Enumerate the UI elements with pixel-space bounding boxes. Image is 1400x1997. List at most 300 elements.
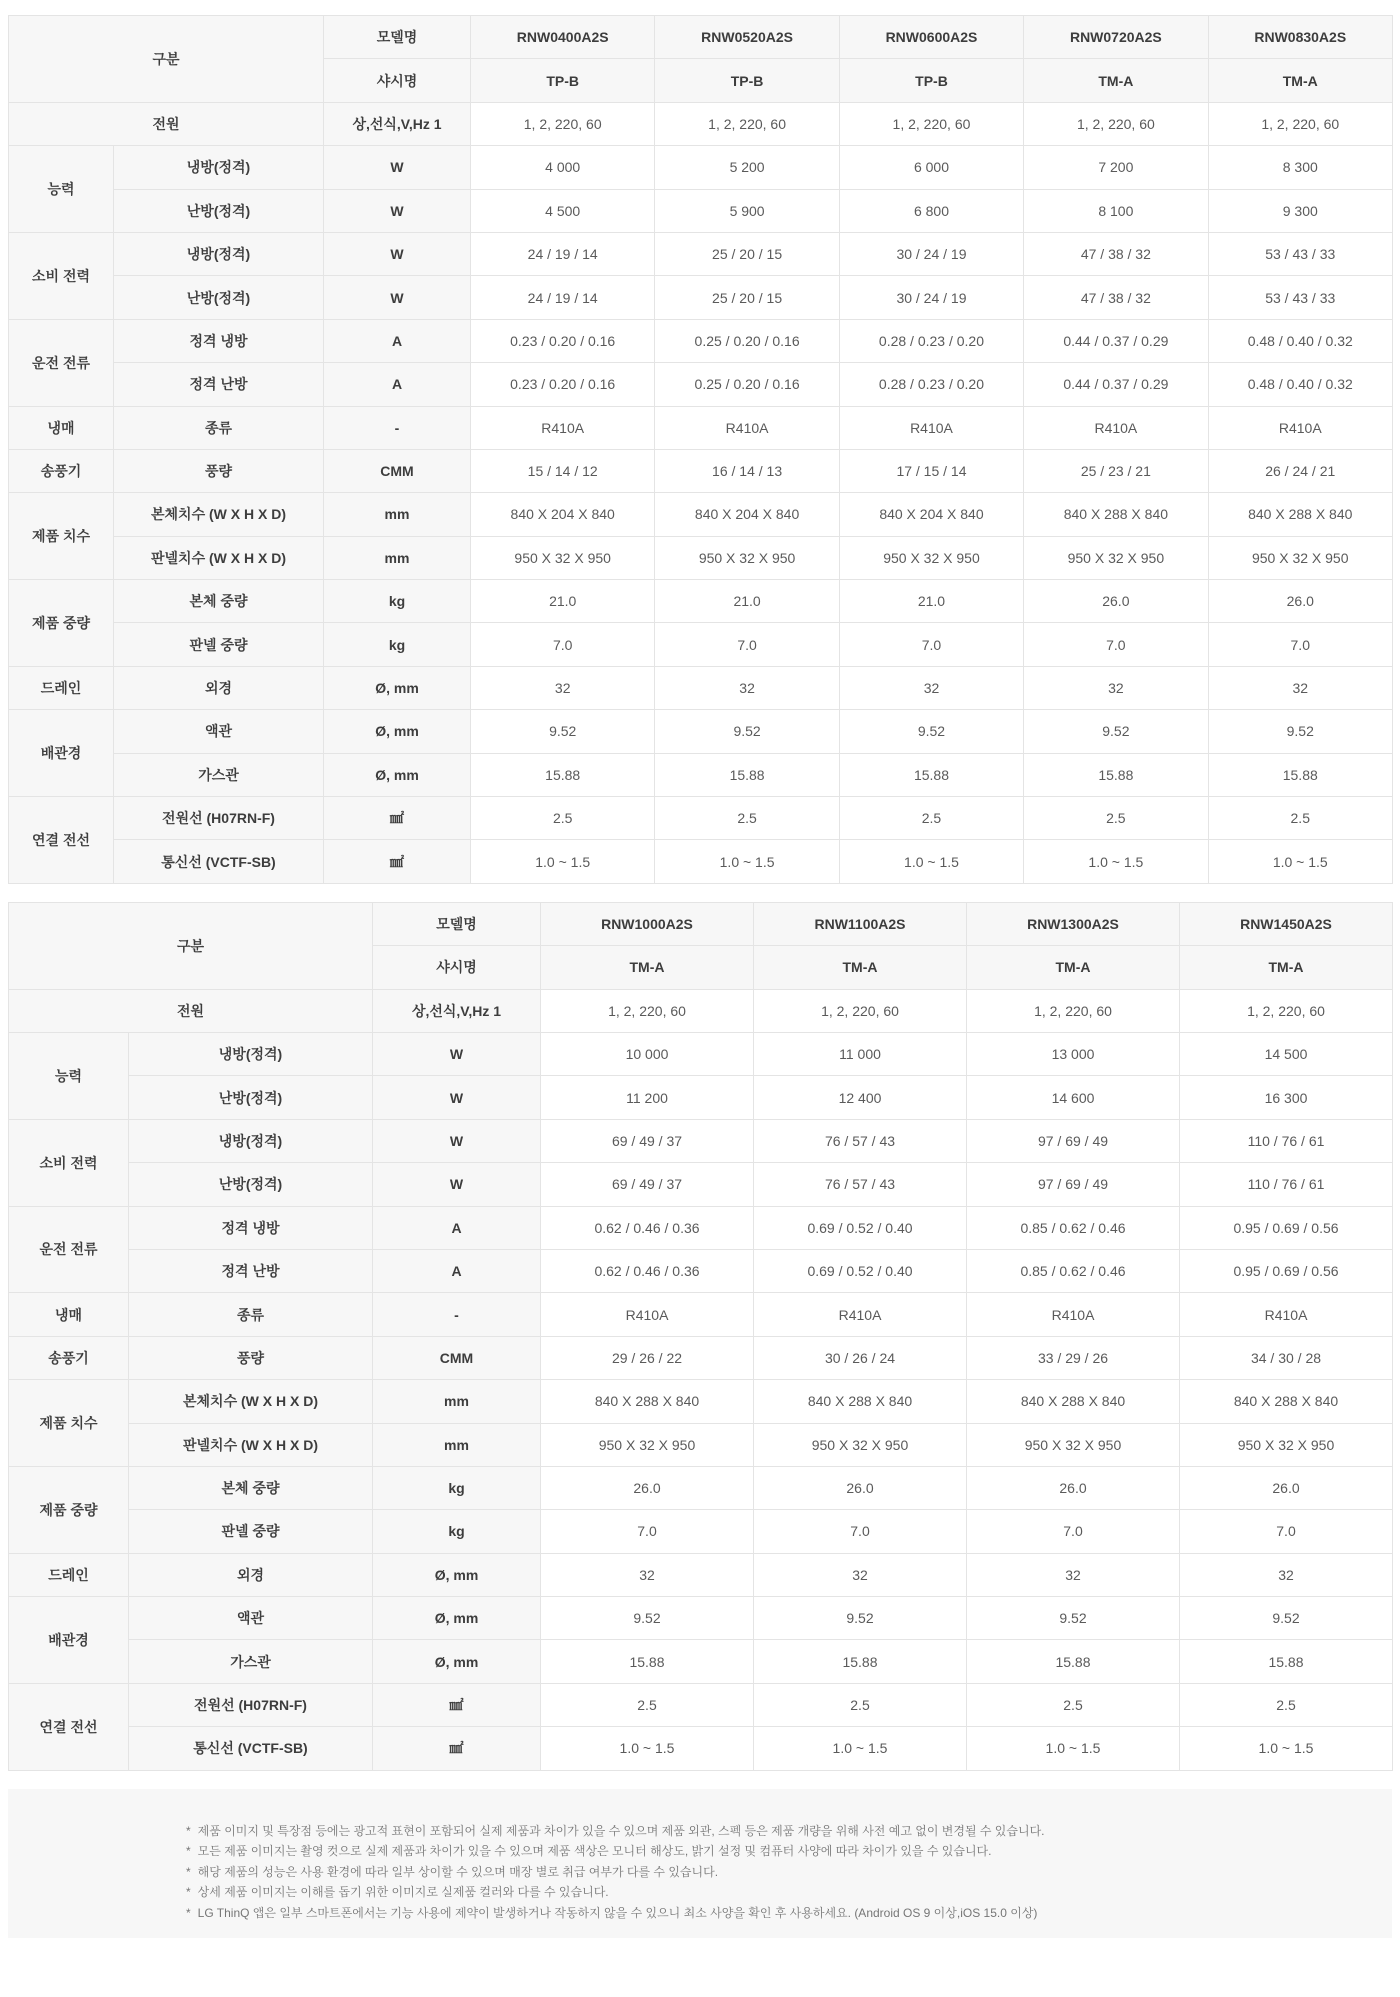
label-cell: 냉방(정격) xyxy=(129,1032,373,1075)
value-cell: 24 / 19 / 14 xyxy=(471,232,655,275)
spec-table-1-body xyxy=(9,16,1393,884)
label-cell: 종류 xyxy=(129,1293,373,1336)
chassis-row-label-cell: 샤시명 xyxy=(324,59,471,102)
value-cell: 17 / 15 / 14 xyxy=(839,449,1023,492)
footnote-bullet: * xyxy=(186,1823,191,1838)
value-cell: 110 / 76 / 61 xyxy=(1180,1163,1393,1206)
value-cell: 47 / 38 / 32 xyxy=(1024,232,1208,275)
unit-cell: Ø, mm xyxy=(373,1553,541,1596)
group-cell: 능력 xyxy=(9,1032,129,1119)
unit-cell: A xyxy=(324,319,471,362)
value-cell: 14 500 xyxy=(1180,1032,1393,1075)
label-cell: 통신선 (VCTF-SB) xyxy=(129,1727,373,1770)
value-cell: 15.88 xyxy=(754,1640,967,1683)
value-cell: 1.0 ~ 1.5 xyxy=(541,1727,754,1770)
unit-cell: W xyxy=(324,189,471,232)
table-row xyxy=(9,146,1393,189)
group-cell: 운전 전류 xyxy=(9,1206,129,1293)
table-row xyxy=(9,797,1393,840)
value-cell: 25 / 23 / 21 xyxy=(1024,449,1208,492)
value-cell: 0.85 / 0.62 / 0.46 xyxy=(967,1249,1180,1292)
footnote-item xyxy=(186,1882,1302,1903)
unit-cell: mm xyxy=(373,1423,541,1466)
model-name-cell: RNW0720A2S xyxy=(1024,16,1208,59)
value-cell: R410A xyxy=(754,1293,967,1336)
value-cell: 53 / 43 / 33 xyxy=(1208,232,1392,275)
value-cell: 32 xyxy=(655,666,839,709)
value-cell: 9.52 xyxy=(1024,710,1208,753)
value-cell: 10 000 xyxy=(541,1032,754,1075)
label-cell: 본체치수 (W X H X D) xyxy=(114,493,324,536)
unit-cell: Ø, mm xyxy=(324,666,471,709)
value-cell: R410A xyxy=(1180,1293,1393,1336)
value-cell: 1, 2, 220, 60 xyxy=(655,102,839,145)
label-cell: 판넬치수 (W X H X D) xyxy=(114,536,324,579)
group-cell: 제품 중량 xyxy=(9,1466,129,1553)
label-cell: 난방(정격) xyxy=(129,1163,373,1206)
table-row xyxy=(9,1466,1393,1509)
value-cell: 840 X 288 X 840 xyxy=(1208,493,1392,536)
footnote-item xyxy=(186,1821,1302,1842)
footnote-text: 해당 제품의 성능은 사용 환경에 따라 일부 상이할 수 있으며 매장 별로 취급 여부가 다를 수 있습니다. xyxy=(197,1864,719,1879)
value-cell: 1, 2, 220, 60 xyxy=(1180,989,1393,1032)
value-cell: 69 / 49 / 37 xyxy=(541,1119,754,1162)
value-cell: 4 500 xyxy=(471,189,655,232)
value-cell: 9.52 xyxy=(967,1597,1180,1640)
footnote-text: LG ThinQ 앱은 일부 스마트폰에서는 기능 사용에 제약이 발생하거나 작동하지 않을 수 있으니 최소 사양을 확인 후 사용하세요. (Android OS 9 이상,iOS 15.0 이상) xyxy=(197,1906,1038,1920)
value-cell: 840 X 204 X 840 xyxy=(471,493,655,536)
unit-cell: kg xyxy=(324,580,471,623)
group-cell: 배관경 xyxy=(9,1597,129,1684)
value-cell: 25 / 20 / 15 xyxy=(655,276,839,319)
value-cell: 0.62 / 0.46 / 0.36 xyxy=(541,1206,754,1249)
value-cell: 7.0 xyxy=(1024,623,1208,666)
value-cell: 32 xyxy=(1024,666,1208,709)
value-cell: 840 X 288 X 840 xyxy=(1024,493,1208,536)
label-cell: 풍량 xyxy=(114,449,324,492)
table-row xyxy=(9,1336,1393,1379)
model-name-cell: RNW1300A2S xyxy=(967,902,1180,945)
value-cell: 1, 2, 220, 60 xyxy=(967,989,1180,1032)
value-cell: 32 xyxy=(1208,666,1392,709)
value-cell: 2.5 xyxy=(1180,1683,1393,1726)
table-row xyxy=(9,1553,1393,1596)
footnote-list xyxy=(186,1821,1302,1924)
value-cell: 15.88 xyxy=(967,1640,1180,1683)
table-row xyxy=(9,1683,1393,1726)
value-cell: 21.0 xyxy=(655,580,839,623)
value-cell: 9.52 xyxy=(655,710,839,753)
value-cell: 9.52 xyxy=(1180,1597,1393,1640)
value-cell: 1, 2, 220, 60 xyxy=(754,989,967,1032)
label-cell: 정격 난방 xyxy=(129,1249,373,1292)
table-row xyxy=(9,1032,1393,1075)
group-cell: 소비 전력 xyxy=(9,1119,129,1206)
value-cell: R410A xyxy=(1024,406,1208,449)
table-row xyxy=(9,1249,1393,1292)
spec-table-2 xyxy=(8,902,1393,1771)
value-cell: 2.5 xyxy=(1208,797,1392,840)
chassis-name-cell: TM-A xyxy=(541,946,754,989)
value-cell: 8 300 xyxy=(1208,146,1392,189)
table-row xyxy=(9,1510,1393,1553)
table-row xyxy=(9,666,1393,709)
value-cell: 950 X 32 X 950 xyxy=(1208,536,1392,579)
value-cell: 8 100 xyxy=(1024,189,1208,232)
value-cell: 16 300 xyxy=(1180,1076,1393,1119)
value-cell: 1.0 ~ 1.5 xyxy=(1180,1727,1393,1770)
group-cell: 능력 xyxy=(9,146,114,233)
value-cell: 950 X 32 X 950 xyxy=(1180,1423,1393,1466)
chassis-name-cell: TP-B xyxy=(839,59,1023,102)
model-name-cell: RNW0400A2S xyxy=(471,16,655,59)
value-cell: 15.88 xyxy=(471,753,655,796)
value-cell: 7.0 xyxy=(541,1510,754,1553)
table-row xyxy=(9,189,1393,232)
model-name-cell: RNW1000A2S xyxy=(541,902,754,945)
value-cell: 1, 2, 220, 60 xyxy=(839,102,1023,145)
value-cell: 0.69 / 0.52 / 0.40 xyxy=(754,1206,967,1249)
value-cell: 32 xyxy=(471,666,655,709)
group-cell: 연결 전선 xyxy=(9,1683,129,1770)
footnote-bullet: * xyxy=(186,1906,191,1920)
value-cell: 2.5 xyxy=(754,1683,967,1726)
unit-cell: W xyxy=(324,146,471,189)
group-cell: 제품 치수 xyxy=(9,1380,129,1467)
value-cell: 840 X 288 X 840 xyxy=(541,1380,754,1423)
unit-cell: 상,선식,V,Hz 1 xyxy=(373,989,541,1032)
unit-cell: W xyxy=(373,1163,541,1206)
table-row xyxy=(9,406,1393,449)
value-cell: 1.0 ~ 1.5 xyxy=(1208,840,1392,883)
unit-cell: W xyxy=(373,1076,541,1119)
value-cell: 11 000 xyxy=(754,1032,967,1075)
footnote-item xyxy=(186,1862,1302,1883)
group-cell: 연결 전선 xyxy=(9,797,114,884)
value-cell: R410A xyxy=(967,1293,1180,1336)
chassis-name-cell: TM-A xyxy=(1208,59,1392,102)
value-cell: 76 / 57 / 43 xyxy=(754,1119,967,1162)
value-cell: 7.0 xyxy=(1208,623,1392,666)
unit-cell: CMM xyxy=(324,449,471,492)
table-row xyxy=(9,710,1393,753)
value-cell: 34 / 30 / 28 xyxy=(1180,1336,1393,1379)
value-cell: 1, 2, 220, 60 xyxy=(541,989,754,1032)
value-cell: 1.0 ~ 1.5 xyxy=(754,1727,967,1770)
label-cell: 냉방(정격) xyxy=(114,146,324,189)
value-cell: 0.48 / 0.40 / 0.32 xyxy=(1208,319,1392,362)
value-cell: 1.0 ~ 1.5 xyxy=(967,1727,1180,1770)
value-cell: 7.0 xyxy=(1180,1510,1393,1553)
table-row xyxy=(9,1423,1393,1466)
group-cell: 제품 중량 xyxy=(9,580,114,667)
label-cell: 통신선 (VCTF-SB) xyxy=(114,840,324,883)
value-cell: 7.0 xyxy=(655,623,839,666)
label-cell: 종류 xyxy=(114,406,324,449)
unit-cell: ㎟ xyxy=(324,840,471,883)
value-cell: 7.0 xyxy=(967,1510,1180,1553)
unit-cell: - xyxy=(373,1293,541,1336)
table-row xyxy=(9,536,1393,579)
unit-cell: W xyxy=(373,1032,541,1075)
model-row-label-cell: 모델명 xyxy=(324,16,471,59)
table-row xyxy=(9,493,1393,536)
table-row xyxy=(9,102,1393,145)
value-cell: 6 000 xyxy=(839,146,1023,189)
table-row xyxy=(9,580,1393,623)
value-cell: 950 X 32 X 950 xyxy=(967,1423,1180,1466)
label-cell: 가스관 xyxy=(114,753,324,796)
value-cell: 7 200 xyxy=(1024,146,1208,189)
value-cell: 12 400 xyxy=(754,1076,967,1119)
model-name-cell: RNW0600A2S xyxy=(839,16,1023,59)
value-cell: R410A xyxy=(1208,406,1392,449)
value-cell: 21.0 xyxy=(839,580,1023,623)
value-cell: 11 200 xyxy=(541,1076,754,1119)
unit-cell: Ø, mm xyxy=(373,1597,541,1640)
value-cell: 840 X 204 X 840 xyxy=(839,493,1023,536)
value-cell: 0.25 / 0.20 / 0.16 xyxy=(655,319,839,362)
value-cell: 5 900 xyxy=(655,189,839,232)
value-cell: 97 / 69 / 49 xyxy=(967,1163,1180,1206)
table-row xyxy=(9,1293,1393,1336)
value-cell: 2.5 xyxy=(839,797,1023,840)
label-cell: 난방(정격) xyxy=(114,276,324,319)
model-name-cell: RNW1450A2S xyxy=(1180,902,1393,945)
value-cell: 7.0 xyxy=(754,1510,967,1553)
label-cell: 본체 중량 xyxy=(129,1466,373,1509)
unit-cell: - xyxy=(324,406,471,449)
value-cell: 1.0 ~ 1.5 xyxy=(1024,840,1208,883)
value-cell: 9 300 xyxy=(1208,189,1392,232)
label-cell: 액관 xyxy=(114,710,324,753)
group-cell: 배관경 xyxy=(9,710,114,797)
value-cell: 5 200 xyxy=(655,146,839,189)
label-cell: 정격 난방 xyxy=(114,363,324,406)
value-cell: 0.25 / 0.20 / 0.16 xyxy=(655,363,839,406)
label-cell: 정격 냉방 xyxy=(129,1206,373,1249)
label-cell: 본체치수 (W X H X D) xyxy=(129,1380,373,1423)
label-cell: 정격 냉방 xyxy=(114,319,324,362)
corner-cell: 구분 xyxy=(9,902,373,989)
table-row xyxy=(9,1380,1393,1423)
value-cell: 110 / 76 / 61 xyxy=(1180,1119,1393,1162)
chassis-name-cell: TM-A xyxy=(1180,946,1393,989)
value-cell: 950 X 32 X 950 xyxy=(1024,536,1208,579)
group-cell: 소비 전력 xyxy=(9,232,114,319)
unit-cell: 상,선식,V,Hz 1 xyxy=(324,102,471,145)
value-cell: 840 X 204 X 840 xyxy=(655,493,839,536)
unit-cell: mm xyxy=(324,493,471,536)
chassis-name-cell: TP-B xyxy=(655,59,839,102)
label-cell: 전원선 (H07RN-F) xyxy=(129,1683,373,1726)
table-row xyxy=(9,753,1393,796)
value-cell: 950 X 32 X 950 xyxy=(541,1423,754,1466)
footnote-text: 모든 제품 이미지는 촬영 컷으로 실제 제품과 차이가 있을 수 있으며 제품 색상은 모니터 해상도, 밝기 설정 및 컴퓨터 사양에 따라 차이가 있을 수 있습니다. xyxy=(197,1844,992,1859)
value-cell: 4 000 xyxy=(471,146,655,189)
label-cell: 냉방(정격) xyxy=(129,1119,373,1162)
value-cell: 0.28 / 0.23 / 0.20 xyxy=(839,319,1023,362)
label-cell: 판넬치수 (W X H X D) xyxy=(129,1423,373,1466)
unit-cell: W xyxy=(373,1119,541,1162)
value-cell: 15.88 xyxy=(541,1640,754,1683)
value-cell: 97 / 69 / 49 xyxy=(967,1119,1180,1162)
model-name-cell: RNW1100A2S xyxy=(754,902,967,945)
value-cell: 7.0 xyxy=(471,623,655,666)
label-cell: 냉방(정격) xyxy=(114,232,324,275)
value-cell: 9.52 xyxy=(471,710,655,753)
unit-cell: ㎟ xyxy=(324,797,471,840)
unit-cell: CMM xyxy=(373,1336,541,1379)
unit-cell: A xyxy=(373,1206,541,1249)
value-cell: 15.88 xyxy=(1208,753,1392,796)
value-cell: 14 600 xyxy=(967,1076,1180,1119)
label-cell: 난방(정격) xyxy=(114,189,324,232)
value-cell: 0.28 / 0.23 / 0.20 xyxy=(839,363,1023,406)
table-row xyxy=(9,1163,1393,1206)
group-cell: 송풍기 xyxy=(9,1336,129,1379)
value-cell: 2.5 xyxy=(967,1683,1180,1726)
value-cell: 0.23 / 0.20 / 0.16 xyxy=(471,363,655,406)
value-cell: 26.0 xyxy=(1208,580,1392,623)
value-cell: 26.0 xyxy=(754,1466,967,1509)
table-row xyxy=(9,989,1393,1032)
unit-cell: ㎟ xyxy=(373,1683,541,1726)
value-cell: 30 / 24 / 19 xyxy=(839,276,1023,319)
value-cell: 1, 2, 220, 60 xyxy=(1024,102,1208,145)
value-cell: 840 X 288 X 840 xyxy=(754,1380,967,1423)
label-cell: 판넬 중량 xyxy=(114,623,324,666)
group-cell: 드레인 xyxy=(9,666,114,709)
value-cell: 32 xyxy=(1180,1553,1393,1596)
value-cell: 2.5 xyxy=(655,797,839,840)
value-cell: 1.0 ~ 1.5 xyxy=(655,840,839,883)
value-cell: 76 / 57 / 43 xyxy=(754,1163,967,1206)
unit-cell: kg xyxy=(373,1466,541,1509)
value-cell: 33 / 29 / 26 xyxy=(967,1336,1180,1379)
footnote-text: 제품 이미지 및 특장점 등에는 광고적 표현이 포함되어 실제 제품과 차이가 있을 수 있으며 제품 외관, 스펙 등은 제품 개량을 위해 사전 예고 없이 변경될 수 있습니다. xyxy=(197,1823,1045,1838)
value-cell: 29 / 26 / 22 xyxy=(541,1336,754,1379)
label-cell: 본체 중량 xyxy=(114,580,324,623)
unit-cell: mm xyxy=(324,536,471,579)
value-cell: 32 xyxy=(839,666,1023,709)
unit-cell: kg xyxy=(324,623,471,666)
value-cell: 25 / 20 / 15 xyxy=(655,232,839,275)
value-cell: 0.62 / 0.46 / 0.36 xyxy=(541,1249,754,1292)
footnote-bullet: * xyxy=(186,1885,191,1900)
label-cell: 전원선 (H07RN-F) xyxy=(114,797,324,840)
table-row xyxy=(9,840,1393,883)
group-cell: 송풍기 xyxy=(9,449,114,492)
label-cell: 풍량 xyxy=(129,1336,373,1379)
table-row xyxy=(9,1597,1393,1640)
value-cell: 950 X 32 X 950 xyxy=(471,536,655,579)
table-row xyxy=(9,232,1393,275)
value-cell: 15 / 14 / 12 xyxy=(471,449,655,492)
value-cell: 7.0 xyxy=(839,623,1023,666)
unit-cell: W xyxy=(324,232,471,275)
model-name-cell: RNW0830A2S xyxy=(1208,16,1392,59)
value-cell: 9.52 xyxy=(1208,710,1392,753)
footnote-text: 상세 제품 이미지는 이해를 돕기 위한 이미지로 실제품 컬러와 다를 수 있습니다. xyxy=(197,1885,609,1900)
chassis-name-cell: TM-A xyxy=(967,946,1180,989)
group-cell: 전원 xyxy=(9,989,373,1032)
value-cell: 1.0 ~ 1.5 xyxy=(839,840,1023,883)
value-cell: 0.69 / 0.52 / 0.40 xyxy=(754,1249,967,1292)
value-cell: 950 X 32 X 950 xyxy=(655,536,839,579)
table-row xyxy=(9,623,1393,666)
model-row-label-cell: 모델명 xyxy=(373,902,541,945)
value-cell: 6 800 xyxy=(839,189,1023,232)
value-cell: 15.88 xyxy=(655,753,839,796)
value-cell: 0.44 / 0.37 / 0.29 xyxy=(1024,319,1208,362)
table-row xyxy=(9,1076,1393,1119)
table-row xyxy=(9,449,1393,492)
corner-cell: 구분 xyxy=(9,16,324,103)
value-cell: 840 X 288 X 840 xyxy=(967,1380,1180,1423)
unit-cell: A xyxy=(373,1249,541,1292)
value-cell: 26.0 xyxy=(967,1466,1180,1509)
value-cell: 26.0 xyxy=(1024,580,1208,623)
group-cell: 제품 치수 xyxy=(9,493,114,580)
footnote-item xyxy=(186,1903,1302,1924)
table-row xyxy=(9,363,1393,406)
value-cell: 15.88 xyxy=(1180,1640,1393,1683)
label-cell: 판넬 중량 xyxy=(129,1510,373,1553)
value-cell: R410A xyxy=(655,406,839,449)
value-cell: 9.52 xyxy=(839,710,1023,753)
unit-cell: kg xyxy=(373,1510,541,1553)
value-cell: 0.85 / 0.62 / 0.46 xyxy=(967,1206,1180,1249)
group-cell: 냉매 xyxy=(9,406,114,449)
unit-cell: Ø, mm xyxy=(373,1640,541,1683)
chassis-name-cell: TM-A xyxy=(754,946,967,989)
label-cell: 외경 xyxy=(129,1553,373,1596)
value-cell: 15.88 xyxy=(839,753,1023,796)
table-row xyxy=(9,1727,1393,1770)
value-cell: 32 xyxy=(754,1553,967,1596)
footnotes-box xyxy=(8,1789,1392,1938)
value-cell: 1, 2, 220, 60 xyxy=(1208,102,1392,145)
group-cell: 냉매 xyxy=(9,1293,129,1336)
value-cell: R410A xyxy=(839,406,1023,449)
value-cell: 0.44 / 0.37 / 0.29 xyxy=(1024,363,1208,406)
value-cell: 950 X 32 X 950 xyxy=(839,536,1023,579)
value-cell: R410A xyxy=(471,406,655,449)
footnote-item xyxy=(186,1841,1302,1862)
value-cell: 9.52 xyxy=(541,1597,754,1640)
value-cell: 15.88 xyxy=(1024,753,1208,796)
value-cell: 26.0 xyxy=(541,1466,754,1509)
value-cell: 0.48 / 0.40 / 0.32 xyxy=(1208,363,1392,406)
unit-cell: Ø, mm xyxy=(324,753,471,796)
value-cell: 26.0 xyxy=(1180,1466,1393,1509)
table-row xyxy=(9,1206,1393,1249)
label-cell: 가스관 xyxy=(129,1640,373,1683)
value-cell: 2.5 xyxy=(1024,797,1208,840)
label-cell: 외경 xyxy=(114,666,324,709)
label-cell: 난방(정격) xyxy=(129,1076,373,1119)
group-cell: 드레인 xyxy=(9,1553,129,1596)
footnote-bullet: * xyxy=(186,1844,191,1859)
chassis-name-cell: TP-B xyxy=(471,59,655,102)
value-cell: 1.0 ~ 1.5 xyxy=(471,840,655,883)
table-row xyxy=(9,1119,1393,1162)
footnote-bullet: * xyxy=(186,1864,191,1879)
group-cell: 전원 xyxy=(9,102,324,145)
model-name-cell: RNW0520A2S xyxy=(655,16,839,59)
value-cell: 47 / 38 / 32 xyxy=(1024,276,1208,319)
